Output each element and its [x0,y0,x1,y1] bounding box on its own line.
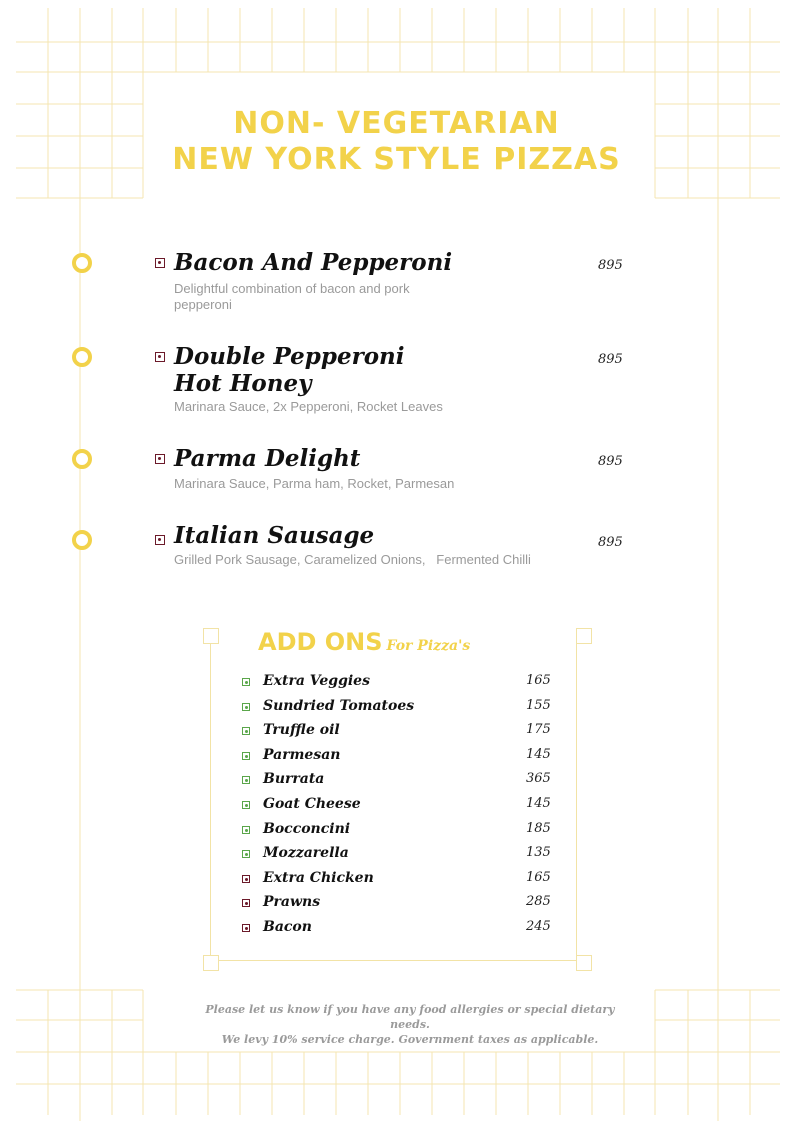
addon-price: 365 [526,771,551,787]
veg-icon [242,678,250,686]
frame-corner [576,628,592,644]
non-veg-icon [242,899,250,907]
addon-name: Prawns [263,894,321,911]
addon-price: 145 [526,746,551,762]
veg-icon [242,727,250,735]
veg-icon [242,703,250,711]
menu-title-line-2: NEW YORK STYLE PIZZAS [172,142,621,177]
addon-name: Bacon [263,919,312,935]
item-price: 895 [598,258,623,273]
addon-name: Mozzarella [263,845,349,862]
addon-price: 185 [526,820,551,836]
addon-name: Extra Veggies [263,673,370,689]
addon-name: Parmesan [263,746,341,763]
addons-header [250,628,478,656]
frame-corner [203,628,219,644]
non-veg-icon [155,352,165,362]
addon-price: 245 [526,919,551,934]
addon-name: Goat Cheese [263,796,361,812]
addon-name: Truffle oil [263,722,340,739]
veg-icon [242,801,250,809]
addon-price: 135 [526,845,551,861]
veg-icon [242,752,250,760]
addon-price: 145 [526,796,551,811]
item-name-line-2: Hot Honey [174,370,312,397]
addon-name: Sundried Tomatoes [263,697,415,714]
addon-price: 165 [526,673,551,688]
footer-note [200,1002,620,1047]
frame-corner [576,955,592,971]
addon-name: Bocconcini [263,820,351,837]
item-name: Bacon And Pepperoni [174,249,453,276]
addon-price: 175 [526,722,551,738]
footer-line-1: Please let us know if you have any food allergies or special dietary needs. [205,1003,615,1031]
item-name: Parma Delight [174,445,361,472]
frame-corner [203,955,219,971]
timeline-dot [72,449,92,469]
item-name: Italian Sausage [174,522,375,549]
item-description: Marinara Sauce, Parma ham, Rocket, Parmesan [174,476,455,491]
non-veg-icon [155,258,165,268]
timeline-dot [72,253,92,273]
non-veg-icon [155,535,165,545]
non-veg-icon [242,875,250,883]
item-description: Marinara Sauce, 2x Pepperoni, Rocket Leaves [174,399,443,414]
veg-icon [242,826,250,834]
item-price: 895 [598,352,623,367]
veg-icon [242,850,250,858]
timeline-dot [72,347,92,367]
addons-title: ADD ONS [258,628,383,656]
addon-price: 165 [526,869,551,885]
item-description: Grilled Pork Sausage, Caramelized Onions, Fermented Chilli [174,552,531,567]
addon-price: 285 [526,894,551,910]
menu-title-line-1: NON- VEGETARIAN [233,106,560,141]
non-veg-icon [242,924,250,932]
item-price: 895 [598,535,623,550]
addon-name: Extra Chicken [263,869,374,886]
item-price: 895 [598,454,623,469]
timeline-dot [72,530,92,550]
footer-line-2: We levy 10% service charge. Government taxes as applicable. [221,1033,599,1046]
item-name-line-1: Double Pepperoni [174,343,405,370]
addon-name: Burrata [263,771,325,788]
veg-icon [242,776,250,784]
non-veg-icon [155,454,165,464]
addons-subtitle: For Pizza's [386,638,471,654]
item-description: Delightful combination of bacon and pork pepperoni [174,281,410,312]
addon-price: 155 [526,697,551,713]
